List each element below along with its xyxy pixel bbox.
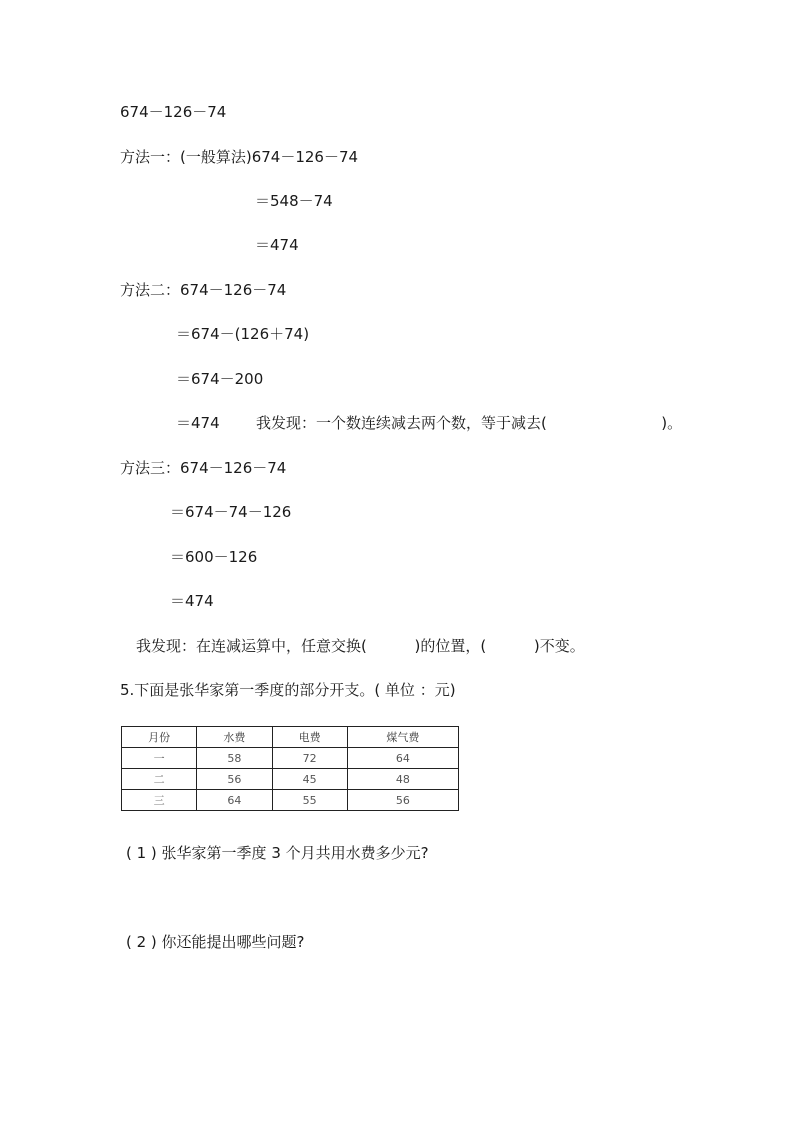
method-three-step-1: ＝674－74－126 <box>170 503 292 521</box>
cell-month: 一 <box>122 748 197 769</box>
cell-gas: 48 <box>347 769 458 790</box>
method-two-step-3: ＝474 <box>176 414 220 432</box>
sub-question-1: ( 1 ) 张华家第一季度 3 个月共用水费多少元? <box>126 844 429 862</box>
cell-water: 56 <box>197 769 272 790</box>
method-one-step-1: ＝548－74 <box>255 192 333 210</box>
cell-month: 三 <box>122 790 197 811</box>
header-gas: 煤气费 <box>347 727 458 748</box>
cell-water: 58 <box>197 748 272 769</box>
discovery-one: 我发现：一个数连续减去两个数，等于减去( )。 <box>256 414 683 432</box>
table-row <box>122 769 459 790</box>
discovery-two: 我发现：在连减运算中，任意交换( )的位置，( )不变。 <box>136 637 585 655</box>
method-one-step-2: ＝474 <box>255 236 299 254</box>
cell-gas: 56 <box>347 790 458 811</box>
method-three-step-3: ＝474 <box>170 592 214 610</box>
method-three-step-2: ＝600－126 <box>170 548 258 566</box>
method-two-step-1: ＝674－(126＋74) <box>176 325 310 343</box>
header-water: 水费 <box>197 727 272 748</box>
table-row <box>122 790 459 811</box>
cell-electricity: 45 <box>272 769 347 790</box>
cell-electricity: 55 <box>272 790 347 811</box>
header-electricity: 电费 <box>272 727 347 748</box>
table-row <box>122 748 459 769</box>
cell-water: 64 <box>197 790 272 811</box>
cell-gas: 64 <box>347 748 458 769</box>
sub-question-2: ( 2 ) 你还能提出哪些问题? <box>126 933 305 951</box>
cell-electricity: 72 <box>272 748 347 769</box>
cell-month: 二 <box>122 769 197 790</box>
method-one-line: 方法一：(一般算法)674－126－74 <box>120 148 359 166</box>
expense-table <box>121 726 459 811</box>
header-month: 月份 <box>122 727 197 748</box>
expression-line: 674－126－74 <box>120 103 227 121</box>
method-two-step-2: ＝674－200 <box>176 370 264 388</box>
method-two-line: 方法二：674－126－74 <box>120 281 287 299</box>
method-three-line: 方法三：674－126－74 <box>120 459 287 477</box>
table-header-row <box>122 727 459 748</box>
question-5-title: 5.下面是张华家第一季度的部分开支。( 单位 ：元) <box>120 681 456 699</box>
